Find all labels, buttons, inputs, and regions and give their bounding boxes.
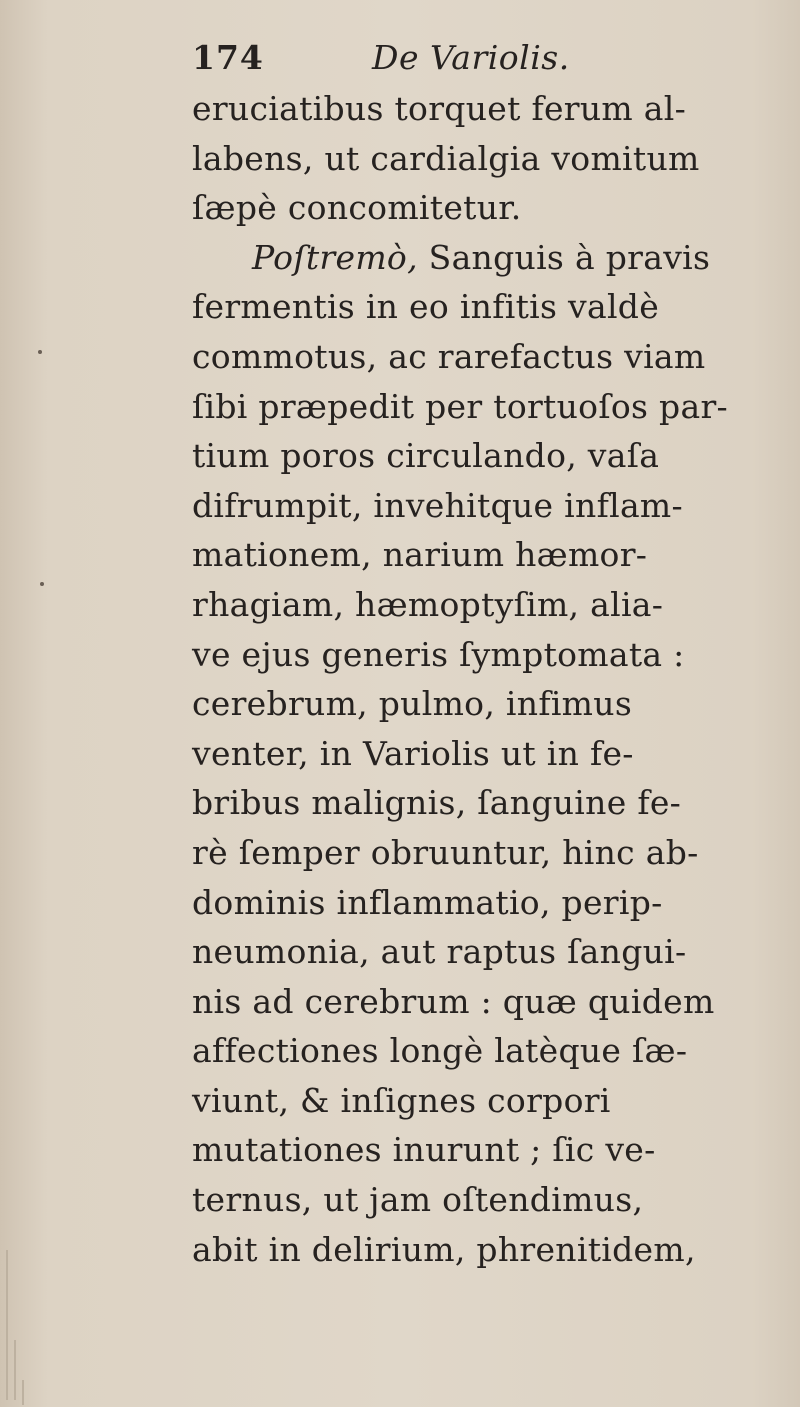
text-line: tium poros circulando, vaſa <box>192 436 660 476</box>
page-text-block <box>192 32 792 1274</box>
binding-edge-line <box>6 1250 8 1400</box>
text-line: viunt, & inſignes corpori <box>192 1080 611 1120</box>
text-line: rhagiam, hæmoptyſim, alia- <box>192 584 664 624</box>
text-line: ſæpè concomitetur. <box>192 188 522 228</box>
text-line: mutationes inurunt ; ſic ve- <box>192 1130 656 1170</box>
text-line: difrumpit, invehitque inflam- <box>192 485 683 525</box>
text-line: cerebrum, pulmo, infimus <box>192 684 633 724</box>
page-number: 174 <box>192 38 264 77</box>
running-head <box>192 32 792 84</box>
paragraph-line-rest: Sanguis à pravis <box>417 237 711 277</box>
text-line: bribus malignis, ſanguine fe- <box>192 783 682 823</box>
text-line: labens, ut cardialgia vomitum <box>192 138 700 178</box>
text-line: abit in delirium, phrenitidem, <box>192 1229 696 1269</box>
text-line: rè ſemper obruuntur, hinc ab- <box>192 832 699 872</box>
text-line: neumonia, aut raptus ſangui- <box>192 932 687 972</box>
binding-edge-line <box>14 1340 16 1400</box>
text-line: ve ejus generis ſymptomata : <box>192 634 685 674</box>
text-line: eruciatibus torquet ferum al- <box>192 89 687 128</box>
text-line: fermentis in eo infitis valdè <box>192 287 660 327</box>
text-line: nis ad cerebrum : quæ quidem <box>192 981 715 1021</box>
running-title: De Variolis. <box>372 38 570 77</box>
text-line: ſibi præpedit per tortuoſos par- <box>192 386 728 426</box>
text-line: commotus, ac rarefactus viam <box>192 336 706 376</box>
text-line: venter, in Variolis ut in fe- <box>192 733 634 773</box>
ink-speck <box>38 350 42 354</box>
ink-speck <box>40 582 44 586</box>
text-line: affectiones longè latèque ſæ- <box>192 1031 688 1071</box>
text-line: ternus, ut jam oſtendimus, <box>192 1180 644 1220</box>
binding-edge-line <box>22 1380 24 1405</box>
text-line-paragraph-start <box>192 233 792 283</box>
paragraph-lead-word: Poſtremò, <box>252 237 418 277</box>
text-line: dominis inflammatio, perip- <box>192 882 663 922</box>
text-line: mationem, narium hæmor- <box>192 535 648 575</box>
